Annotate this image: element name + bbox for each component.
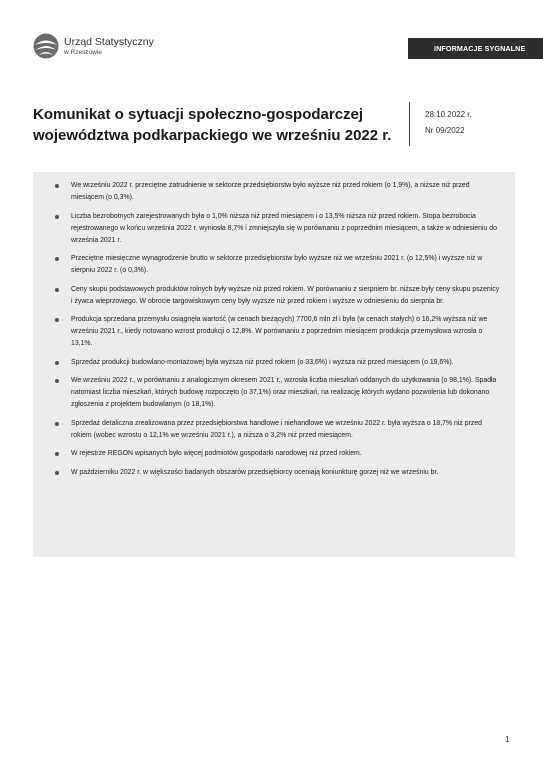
bullet-icon xyxy=(55,318,59,322)
summary-item-text: We wrześniu 2022 r., w porównaniu z analogicznym okresem 2021 r., wzrosła liczba mieszkań oddanych do użytkowania (o 98,1%). Spadła natomiast liczba mieszkań, których budowę rozpoczęto (o 37,1%) oraz mieszkań, na realizację których wydano pozwolenia lub dokonano zgłoszenia z projektem budowlanym (o 18,1%). xyxy=(71,377,497,408)
summary-item xyxy=(71,253,501,277)
summary-item xyxy=(71,211,501,247)
document-meta xyxy=(425,107,472,139)
summary-item-text: Liczba bezrobotnych zarejestrowanych była o 1,0% niższa niż przed miesiącem i o 13,5% niższa niż przed rokiem. Stopa bezrobocia rejestrowanego w końcu września 2022 r. wyniosła 8,7% i zmniejszyła się w porównaniu z poprzednim miesiącem, a także w odniesieniu do września 2021 r. xyxy=(71,212,497,244)
gus-logo-icon xyxy=(33,33,59,59)
summary-item-text: Sprzedaż produkcji budowlano-montażowej była wyższa niż przed rokiem (o 33,6%) i wyższa niż przed miesiącem (o 19,6%). xyxy=(71,358,454,366)
summary-item-text: W październiku 2022 r. w większości badanych obszarów przedsiębiorcy oceniają koniunkturę gorzej niż we wrześniu br. xyxy=(71,468,439,476)
summary-item-text: W rejestrze REGON wpisanych było więcej podmiotów gospodarki narodowej niż przed rokiem. xyxy=(71,450,362,457)
title-line-2: województwa podkarpackiego we wrześniu 2022 r. xyxy=(33,127,392,144)
publication-number: Nr 09/2022 xyxy=(425,126,465,135)
summary-item xyxy=(71,180,501,204)
title-divider xyxy=(409,102,410,146)
title-line-1: Komunikat o sytuacji społeczno-gospodarczej xyxy=(33,106,364,123)
summary-item-text: We wrześniu 2022 r. przeciętne zatrudnienie w sektorze przedsiębiorstw było wyższe niż przed rokiem (o 1,9%), a niższe niż przed miesiącem (o 0,3%). xyxy=(71,182,470,201)
institution-name: Urząd Statystyczny xyxy=(64,36,154,48)
summary-item xyxy=(71,284,501,308)
bullet-icon xyxy=(55,361,59,365)
summary-item xyxy=(71,448,501,460)
institution-subtitle: w Rzeszowie xyxy=(64,49,102,56)
bullet-icon xyxy=(55,471,59,475)
summary-item-text: Produkcja sprzedana przemysłu osiągnęła wartość (w cenach bieżących) 7700,6 mln zł i była (w cenach stałych) o 16,2% wyższa niż we wrześniu 2021 r., kiedy notowano wzrost produkcji o 12,8%. W porównaniu z poprzednim miesiącem produkcja przemysłowa wzrosła o 13,1%. xyxy=(71,316,488,347)
publication-date: 28.10.2022 r. xyxy=(425,110,472,119)
summary-item xyxy=(71,467,501,479)
bullet-icon xyxy=(55,422,59,426)
summary-item-text: Sprzedaż detaliczna zrealizowana przez przedsiębiorstwa handlowe i niehandlowe we wrześniu 2022 r. była wyższa o 18,7% niż przed rokiem (wobec wzrostu o 12,1% we wrześniu 2021 r.), a niższa o 3,2% niż przed miesiącem. xyxy=(71,419,482,439)
summary-list xyxy=(71,180,501,479)
page-number: 1 xyxy=(505,735,510,744)
bullet-icon xyxy=(55,379,59,383)
summary-item xyxy=(71,314,501,350)
summary-item-text: Przeciętne miesięczne wynagrodzenie brutto w sektorze przedsiębiorstw było wyższe niż we wrześniu 2021 r. (o 12,5%) i wyższe niż w sierpniu 2022 r. (o 0,3%). xyxy=(71,255,483,274)
bullet-icon xyxy=(55,288,59,292)
summary-item xyxy=(71,357,501,369)
summary-item xyxy=(71,375,501,411)
bullet-icon xyxy=(55,452,59,456)
institution-logo xyxy=(33,33,153,65)
document-title xyxy=(33,104,393,146)
publication-type-badge: INFORMACJE SYGNALNE xyxy=(408,38,543,59)
summary-item-text: Ceny skupu podstawowych produktów rolnych były wyższe niż przed rokiem. W porównaniu z sierpniem br. niższe były ceny skupu pszenicy i żywca wieprzowego. W obrocie targowiskowym ceny były wyższe niż przed rokiem i wyższe w odniesieniu do sierpnia br. xyxy=(71,285,500,305)
bullet-icon xyxy=(55,215,59,219)
summary-box xyxy=(33,172,515,557)
summary-item xyxy=(71,418,501,442)
bullet-icon xyxy=(55,184,59,188)
bullet-icon xyxy=(55,257,59,261)
